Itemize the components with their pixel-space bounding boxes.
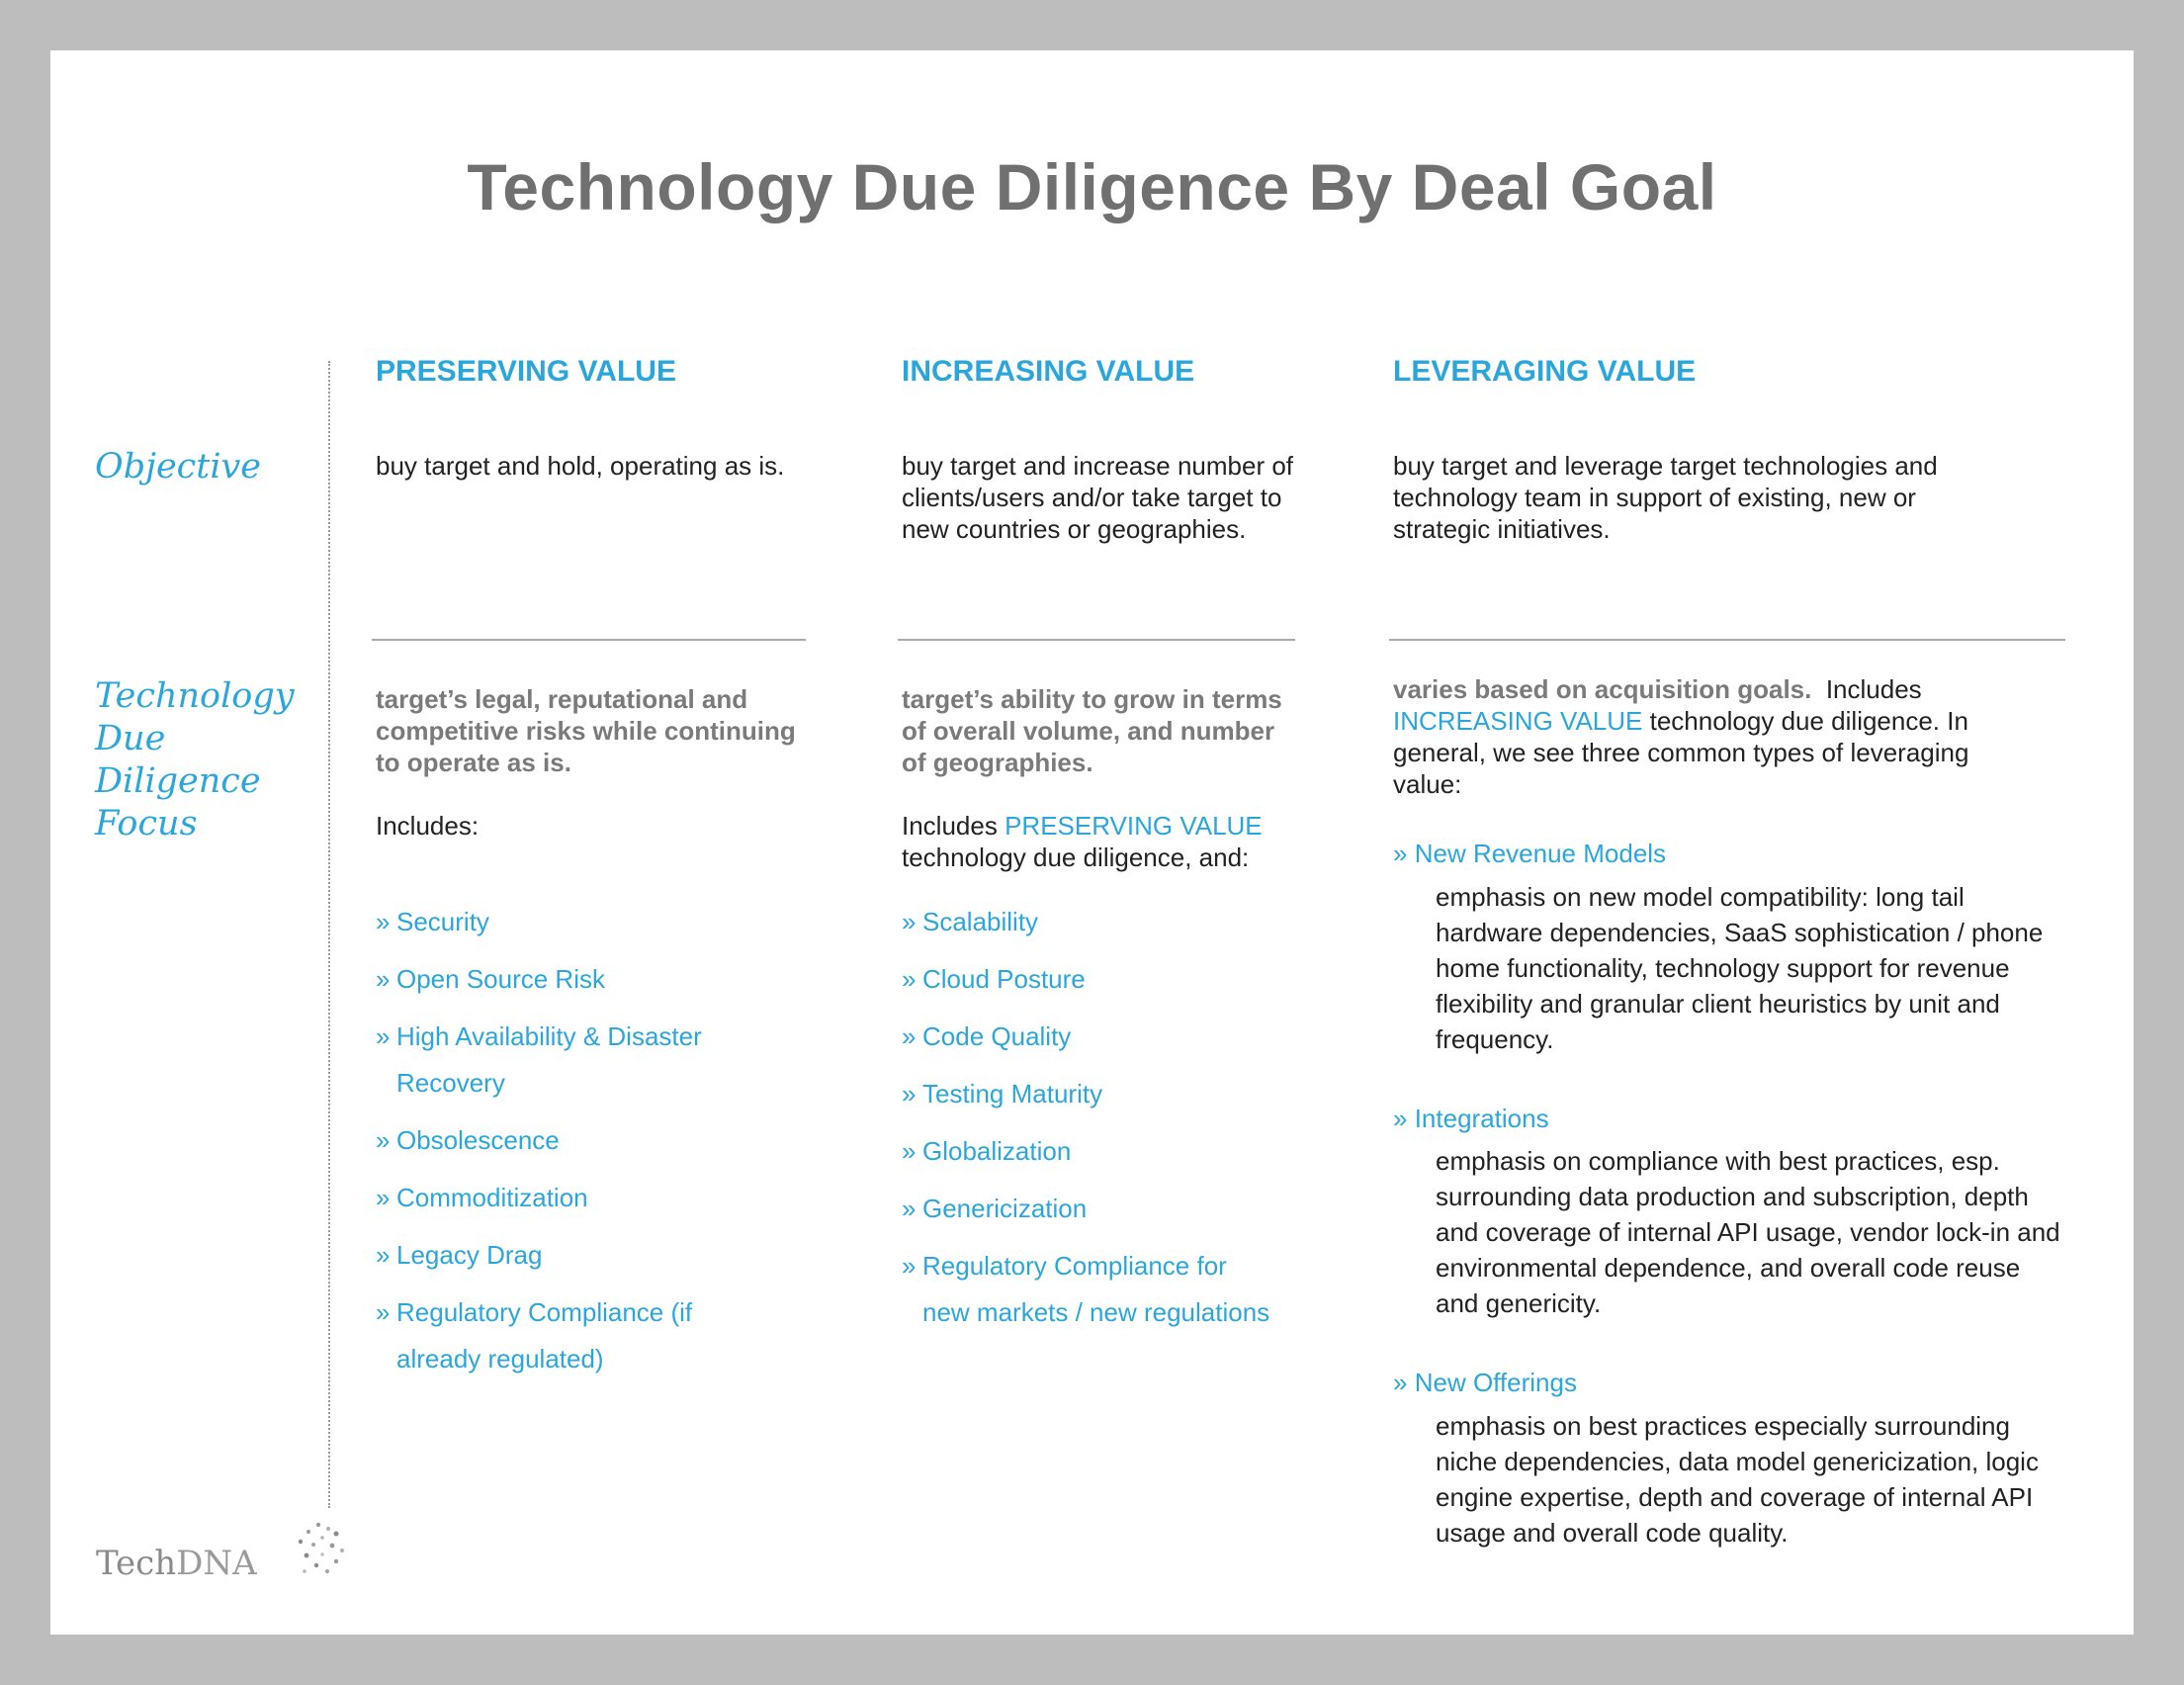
list-item: » Regulatory Compliance (if already regulated) (376, 1297, 693, 1374)
includes-increasing: Includes PRESERVING VALUE technology due diligence, and: (902, 811, 1263, 872)
page-title: Technology Due Diligence By Deal Goal (467, 150, 1717, 223)
section-title-new-offerings: » New Offerings (1393, 1368, 1577, 1397)
list-item: » Cloud Posture (902, 964, 1086, 994)
list-preserving (376, 899, 801, 1393)
vertical-divider (328, 361, 330, 1508)
list-item: » Genericization (902, 1194, 1088, 1223)
dna-dots-icon (293, 1520, 352, 1579)
objective-preserving: buy target and hold, operating as is. (376, 451, 785, 481)
column-heading-leveraging: LEVERAGING VALUE (1393, 355, 1697, 388)
list-item: » Globalization (902, 1136, 1072, 1166)
objective-increasing: buy target and increase number of clients/users and/or take target to new countries or geographies. (902, 451, 1294, 544)
list-item: » Legacy Drag (376, 1240, 543, 1270)
objective-leveraging: buy target and leverage target technologies and technology team in support of existing, new or strategic initiatives. (1393, 451, 1938, 544)
list-item: » Commoditization (376, 1183, 588, 1212)
list-item: » Code Quality (902, 1021, 1072, 1051)
list-increasing (902, 899, 1297, 1347)
list-item: » Obsolescence (376, 1125, 560, 1155)
divider-increasing (898, 639, 1295, 641)
focus-increasing: target’s ability to grow in terms of overall volume, and number of geographies. (902, 684, 1282, 777)
divider-leveraging (1389, 639, 2065, 641)
column-heading-preserving: PRESERVING VALUE (376, 355, 676, 388)
list-item: » High Availability & Disaster Recovery (376, 1021, 702, 1098)
focus-preserving: target’s legal, reputational and competitive risks while continuing to operate as is. (376, 684, 796, 777)
list-item: » Testing Maturity (902, 1079, 1103, 1109)
column-heading-increasing: INCREASING VALUE (902, 355, 1195, 388)
section-body-new-offerings: emphasis on best practices especially surrounding niche dependencies, data model genericization, logic engine expertise, depth and coverage of internal API usage and overall code quality. (1436, 1411, 2039, 1548)
divider-preserving (372, 639, 806, 641)
list-item: » Regulatory Compliance for new markets / new regulations (902, 1251, 1270, 1327)
techdna-logo: TechDNA (96, 1544, 257, 1583)
row-label-objective: Objective (95, 447, 262, 487)
section-body-new-revenue-models: emphasis on new model compatibility: long tail hardware dependencies, SaaS sophistication / phone home functionality, technology support for revenue flexibility and granular client heuristics by unit and frequency. (1436, 882, 2044, 1054)
row-label-focus: Technology Due Diligence Focus (95, 676, 295, 843)
list-item: » Scalability (902, 907, 1039, 936)
section-body-integrations: emphasis on compliance with best practices, esp. surrounding data production and subscription, depth and coverage of internal API usage, vendor lock-in and environmental dependence, and overall code reuse and genericity. (1436, 1146, 2060, 1318)
list-item: » Security (376, 907, 489, 936)
section-title-integrations: » Integrations (1393, 1104, 1549, 1133)
focus-leveraging: varies based on acquisition goals. Includes INCREASING VALUE technology due diligence. In general, we see three common types of leveraging value: (1393, 674, 1969, 799)
includes-preserving: Includes: (376, 811, 480, 841)
section-title-new-revenue-models: » New Revenue Models (1393, 839, 1667, 868)
list-item: » Open Source Risk (376, 964, 605, 994)
document-page (50, 50, 2134, 1635)
